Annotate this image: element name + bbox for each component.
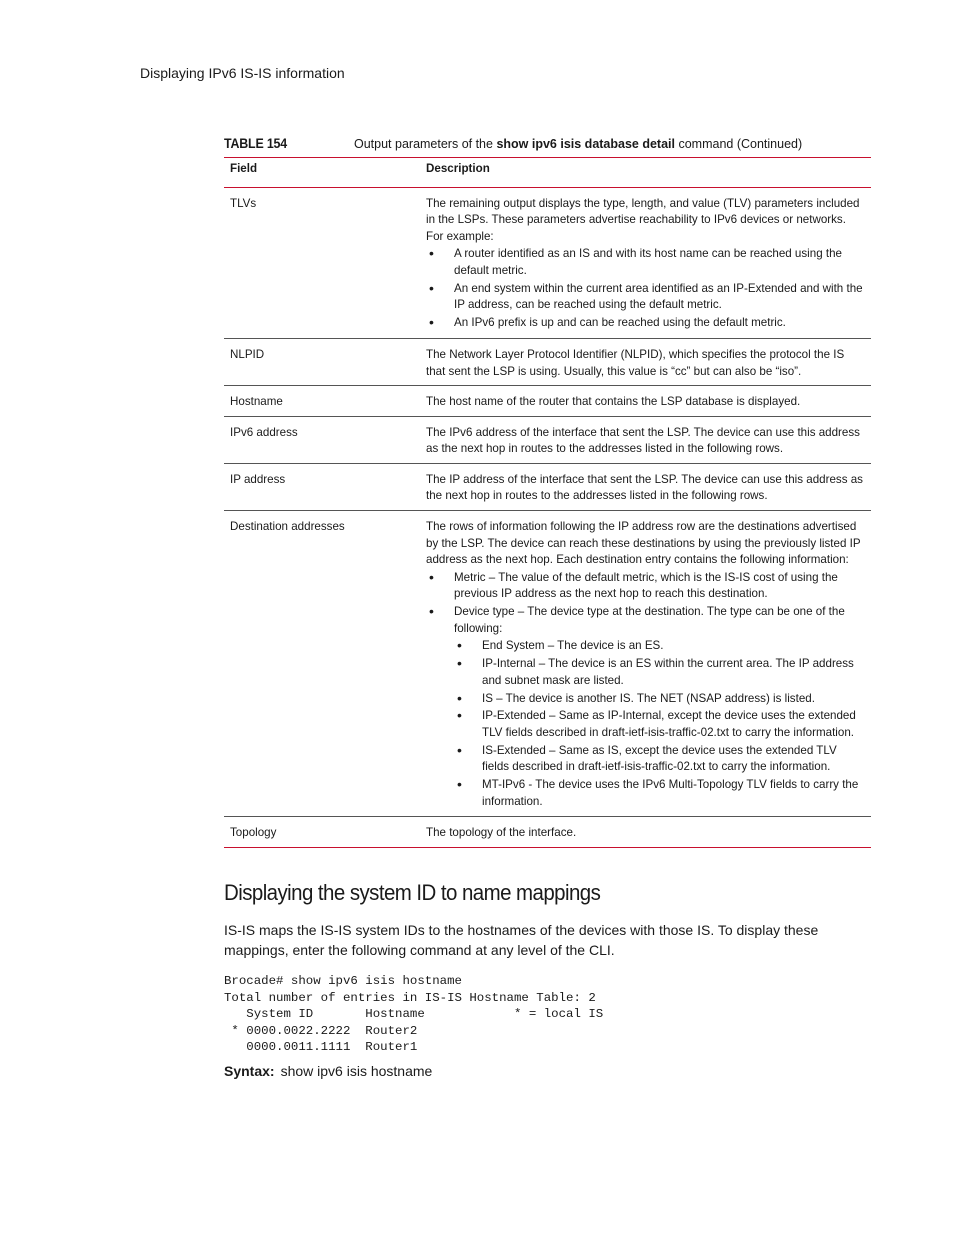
caption-command: show ipv6 isis database detail <box>496 137 675 151</box>
table-row <box>224 338 871 385</box>
bullet-text: Metric – The value of the default metric, which is the IS-IS cost of using the previous IP address as the next hop to reach this destination. <box>454 570 838 601</box>
cli-example <box>224 973 603 1056</box>
list-item <box>454 691 865 708</box>
row-field: IP address <box>224 463 420 510</box>
table-number: TABLE 154 <box>224 136 287 151</box>
cli-line: 0000.0011.1111 Router1 <box>224 1040 418 1055</box>
bullet-text: End System – The device is an ES. <box>482 639 664 653</box>
row-field: Topology <box>224 817 420 848</box>
table-row <box>224 386 871 417</box>
row-field: TLVs <box>224 187 420 338</box>
row-description-cell <box>420 511 871 817</box>
bullet-text: IS – The device is another IS. The NET (NSAP address) is listed. <box>482 691 815 705</box>
bullet-text: IP-Extended – Same as IP-Internal, except the device uses the extended TLV fields described in draft-ietf-isis-traffic-02.txt to carry the information. <box>482 709 856 739</box>
row-description: The IP address of the interface that sent the LSP. The device can use this address as the next hop in routes to the addresses listed in the following rows. <box>420 463 871 510</box>
row-description: The topology of the interface. <box>420 817 871 848</box>
bullet-text: MT-IPv6 - The device uses the IPv6 Multi-Topology TLV fields to carry the information. <box>482 778 859 808</box>
row-field: Destination addresses <box>224 511 420 817</box>
caption-suffix: command (Continued) <box>678 137 803 151</box>
bullet-text: Device type – The device type at the destination. The type can be one of the following: <box>454 605 845 635</box>
bullet-text: IP-Internal – The device is an ES within the current area. The IP address and subnet mask are listed. <box>482 657 854 687</box>
syntax-line <box>224 1063 432 1079</box>
running-head: Displaying IPv6 IS-IS information <box>140 65 345 81</box>
bullet-icon: • <box>457 689 462 706</box>
bullet-icon: • <box>457 707 462 724</box>
syntax-command: show ipv6 isis hostname <box>280 1063 433 1079</box>
cli-line: * 0000.0022.2222 Router2 <box>224 1023 418 1038</box>
bullet-icon: • <box>429 245 434 262</box>
list-item <box>426 246 865 279</box>
row-field: Hostname <box>224 386 420 417</box>
cli-line: Brocade# show ipv6 isis hostname <box>224 974 462 988</box>
bullet-icon: • <box>429 603 434 620</box>
bullet-icon: • <box>457 776 462 793</box>
table-row <box>224 511 871 817</box>
row-field: NLPID <box>224 338 420 385</box>
bullet-icon: • <box>457 655 462 672</box>
sub-bullet-list <box>454 638 865 810</box>
bullet-text: A router identified as an IS and with its host name can be reached using the default metric. <box>454 247 842 277</box>
list-item <box>454 656 865 689</box>
parameters-table <box>224 158 871 848</box>
list-item <box>454 638 865 655</box>
bullet-icon: • <box>429 314 434 331</box>
cli-line: Total number of entries in IS-IS Hostname Table: 2 <box>224 990 596 1005</box>
list-item <box>426 604 865 810</box>
caption-prefix: Output parameters of the <box>354 137 493 151</box>
list-item <box>454 743 865 776</box>
list-item <box>426 315 865 332</box>
header-field: Field <box>224 158 420 187</box>
row-description: The IPv6 address of the interface that sent the LSP. The device can use this address as the next hop in routes to the addresses listed in the following rows. <box>420 416 871 463</box>
table-row <box>224 416 871 463</box>
list-item <box>454 708 865 741</box>
row-description: The remaining output displays the type, length, and value (TLV) parameters included in the LSPs. These parameters advertise reachability to IPv6 devices or networks. For example: <box>426 196 860 243</box>
bullet-icon: • <box>429 568 434 585</box>
list-item <box>454 777 865 810</box>
row-description: The Network Layer Protocol Identifier (NLPID), which specifies the protocol the IS that sent the LSP is using. Usually, this value is “cc” but can also be “iso”. <box>420 338 871 385</box>
table-header-row <box>224 158 871 187</box>
row-description: The host name of the router that contains the LSP database is displayed. <box>420 386 871 417</box>
row-field: IPv6 address <box>224 416 420 463</box>
table-row <box>224 187 871 338</box>
table-row <box>224 817 871 848</box>
section-body: IS-IS maps the IS-IS system IDs to the hostnames of the devices with those IS. To display these mappings, enter the following command at any level of the CLI. <box>224 922 819 958</box>
bullet-text: An IPv6 prefix is up and can be reached using the default metric. <box>454 316 786 330</box>
bullet-icon: • <box>457 741 462 758</box>
table-row <box>224 463 871 510</box>
section-heading: Displaying the system ID to name mappings <box>224 880 601 905</box>
cli-line: System ID Hostname * = local IS <box>224 1007 604 1022</box>
row-description-cell <box>420 187 871 338</box>
bullet-list <box>426 246 865 331</box>
bullet-icon: • <box>429 279 434 296</box>
bullet-text: IS-Extended – Same as IS, except the device uses the extended TLV fields described in draft-ietf-isis-traffic-02.txt to carry the information. <box>482 743 837 774</box>
table-caption <box>224 135 871 153</box>
bullet-list <box>426 570 865 810</box>
header-description: Description <box>420 158 871 187</box>
bullet-text: An end system within the current area identified as an IP-Extended and with the IP address, can be reached using the default metric. <box>454 281 863 312</box>
syntax-label: Syntax: <box>224 1063 275 1079</box>
list-item <box>426 281 865 314</box>
row-description: The rows of information following the IP address row are the destinations advertised by the LSP. The device can reach these destinations by using the previously listed IP address as the next hop. Each destination entry contains the following information: <box>426 520 861 567</box>
bullet-icon: • <box>457 637 462 654</box>
list-item <box>426 570 865 603</box>
